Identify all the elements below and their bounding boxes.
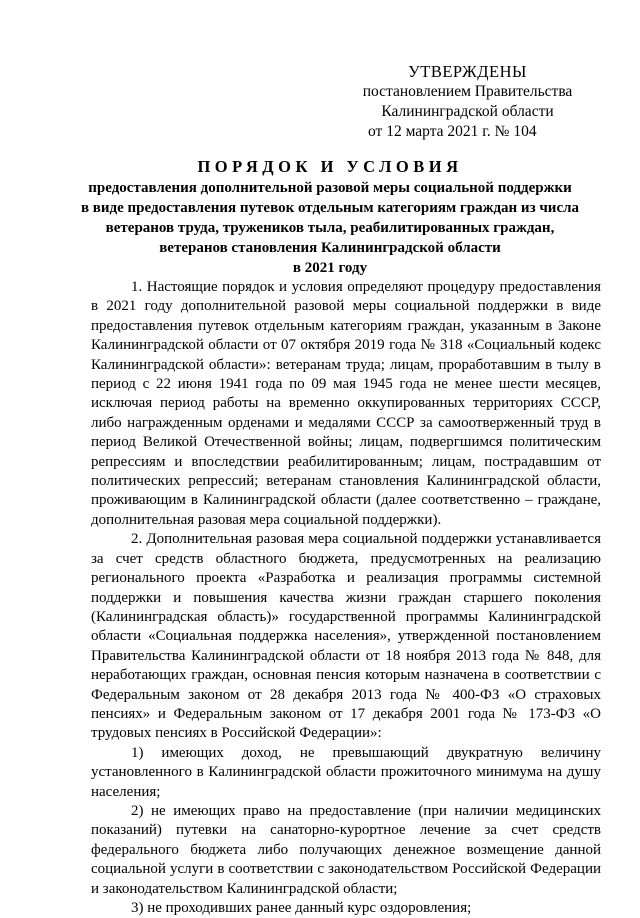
paragraph-1: 1. Настоящие порядок и условия определяют процедуру предоставления в 2021 году дополнительной разовой меры социальной поддержки в виде предоставления путевок отдельным категориям граждан, указанным в Законе Калининградской области от 07 октября 2019 года № 318 «Социальный кодекс Калининградской области»: ветеранам труда; лицам, проработавшим в тылу в период с 22 июня 1941 года по 09 мая 1945 года не менее шести месяцев, исключая период работы на временно оккупированных территориях СССР, либо награжденным орденами и медалями СССР за самоотверженный труд в период Великой Отечественной войны; лицам, подвергшимся политическим репрессиям и впоследствии реабилитированным; лицам, пострадавшим от политических репрессий; ветеранам становления Калининградской области, проживающим в Калининградской области (далее соответственно – граждане, дополнительная разовая мера социальной поддержки).	[91, 279, 601, 528]
paragraph-2: 2. Дополнительная разовая мера социальной поддержки устанавливается за счет средств областного бюджета, предусмотренных на реализацию регионального проекта «Разработка и реализация программы системной поддержки и повышения качества жизни граждан старшего поколения (Калининградская область)» государственной программы Калининградской области «Социальная поддержка населения», утвержденной постановлением Правительства Калининградской области от 18 ноября 2013 года № 848, для неработающих граждан, основная пенсия которым назначена в соответствии с Федеральным законом от 28 декабря 2013 года № 400-ФЗ «О страховых пенсиях» и Федеральным законом от 17 декабря 2001 года № 173-ФЗ «О трудовых пенсиях в Российской Федерации»:	[91, 531, 601, 742]
document-title-block	[60, 156, 600, 278]
document-subtitle-line-1: предоставления дополнительной разовой меры социальной поддержки	[88, 180, 572, 196]
document-subtitle-line-5: в 2021 году	[292, 260, 368, 276]
list-item-2: 2) не имеющих право на предоставление (при наличии медицинских показаний) путевки на санаторно-курортное лечение за счет средств федерального бюджета либо получающих денежное возмещение данной социальной услуги в соответствии с законодательством Российской Федерации и законодательством Калининградской области;	[91, 802, 601, 897]
list-item-1: 1) имеющих доход, не превышающий двукратную величину установленного в Калининградской области прожиточного минимума на душу населения;	[91, 744, 601, 800]
document-body	[91, 278, 601, 918]
approval-title: УТВЕРЖДЕНЫ	[408, 62, 527, 81]
list-item-3: 3) не проходивших ранее данный курс оздоровления;	[131, 900, 472, 916]
document-title: ПОРЯДОК И УСЛОВИЯ	[197, 157, 463, 176]
approval-block	[360, 62, 575, 142]
document-subtitle-line-2: в виде предоставления путевок отдельным категориям граждан из числа	[80, 200, 580, 216]
approval-line-1: постановлением Правительства	[362, 83, 573, 100]
document-subtitle-line-4: ветеранов становления Калининградской области	[159, 240, 501, 256]
document-subtitle-line-3: ветеранов труда, тружеников тыла, реабилитированных граждан,	[105, 220, 555, 236]
approval-line-2: Калининградской области	[381, 103, 554, 120]
approval-date: от 12 марта 2021 г. № 104	[368, 123, 537, 140]
